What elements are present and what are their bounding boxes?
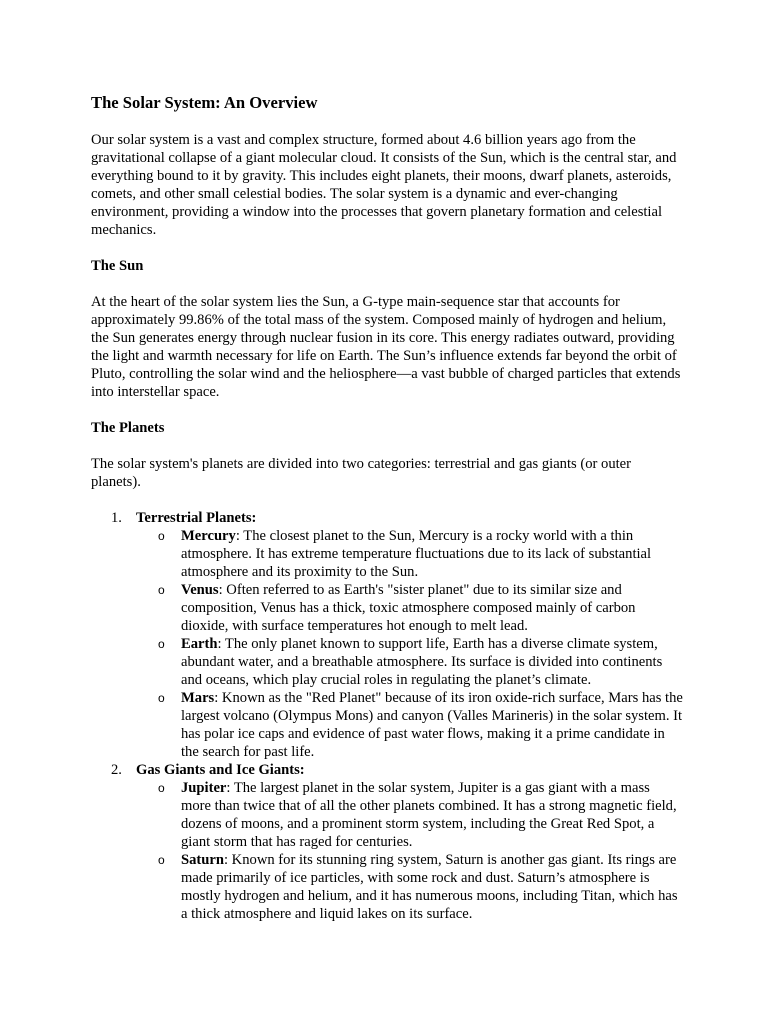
planet-name: Mercury [181, 528, 236, 544]
category-item-gas-giants [91, 761, 683, 923]
list-item-saturn [136, 851, 683, 923]
sun-heading: The Sun [91, 258, 144, 274]
document-title: The Solar System: An Overview [91, 93, 318, 112]
planet-description: : Often referred to as Earth's "sister planet" due to its similar size and composition, Venus has a thick, toxic atmosphere composed mainly of carbon dioxide, with surface temperatures hot enough to melt lead. [181, 582, 636, 634]
planet-name: Venus [181, 582, 219, 598]
list-number: 2. [111, 762, 122, 778]
bullet-icon: o [158, 637, 165, 651]
list-item-jupiter [136, 779, 683, 851]
planet-name: Jupiter [181, 780, 227, 796]
planet-description: : Known as the "Red Planet" because of its iron oxide-rich surface, Mars has the largest volcano (Olympus Mons) and canyon (Valles Marineris) in the solar system. It has polar ice caps and evidence of past water flows, making it a prime candidate in the search for past life. [181, 690, 683, 760]
bullet-icon: o [158, 691, 165, 705]
list-number: 1. [111, 510, 122, 526]
planets-intro-paragraph: The solar system's planets are divided into two categories: terrestrial and gas giants (or outer planets). [91, 456, 632, 490]
intro-paragraph: Our solar system is a vast and complex structure, formed about 4.6 billion years ago from the gravitational collapse of a giant molecular cloud. It consists of the Sun, which is the central star, and everything bound to it by gravity. This includes eight planets, their moons, dwarf planets, asteroids, comets, and other small celestial bodies. The solar system is a dynamic and ever-changing environment, providing a window into the processes that govern planetary formation and celestial mechanics. [91, 132, 677, 238]
planet-name: Earth [181, 636, 218, 652]
category-item-terrestrial [91, 509, 683, 761]
planet-description: : Known for its stunning ring system, Saturn is another gas giant. Its rings are made primarily of ice particles, with some rock and dust. Saturn’s atmosphere is mostly hydrogen and helium, and it has numerous moons, including Titan, which has a thick atmosphere and liquid lakes on its surface. [181, 852, 678, 922]
bullet-icon: o [158, 583, 165, 597]
bullet-icon: o [158, 853, 165, 867]
bullet-icon: o [158, 529, 165, 543]
planet-category-list [91, 509, 683, 923]
list-item-venus [136, 581, 683, 635]
planet-description: : The closest planet to the Sun, Mercury is a rocky world with a thin atmosphere. It has extreme temperature fluctuations due to its lack of substantial atmosphere and its proximity to the Sun. [181, 528, 652, 580]
list-item-mars [136, 689, 683, 761]
document-body [91, 93, 683, 923]
planet-name: Mars [181, 690, 215, 706]
category-title: Terrestrial Planets: [136, 510, 257, 526]
list-item-mercury [136, 527, 683, 581]
planet-description: : The only planet known to support life, Earth has a diverse climate system, abundant water, and a breathable atmosphere. Its surface is divided into continents and oceans, which play crucial roles in regulating the planet’s climate. [181, 636, 663, 688]
planet-description: : The largest planet in the solar system, Jupiter is a gas giant with a mass more than twice that of all the other planets combined. It has a strong magnetic field, dozens of moons, and a prominent storm system, including the Great Red Spot, a giant storm that has raged for centuries. [181, 780, 677, 850]
category-title: Gas Giants and Ice Giants: [136, 762, 305, 778]
planet-list [136, 527, 683, 761]
list-item-earth [136, 635, 683, 689]
bullet-icon: o [158, 781, 165, 795]
planet-list [136, 779, 683, 923]
planets-heading: The Planets [91, 420, 165, 436]
planet-name: Saturn [181, 852, 224, 868]
sun-paragraph: At the heart of the solar system lies the Sun, a G-type main-sequence star that accounts for approximately 99.86% of the total mass of the system. Composed mainly of hydrogen and helium, the Sun generates energy through nuclear fusion in its core. This energy radiates outward, providing the light and warmth necessary for life on Earth. The Sun’s influence extends far beyond the orbit of Pluto, controlling the solar wind and the heliosphere—a vast bubble of charged particles that extends into interstellar space. [91, 294, 681, 400]
